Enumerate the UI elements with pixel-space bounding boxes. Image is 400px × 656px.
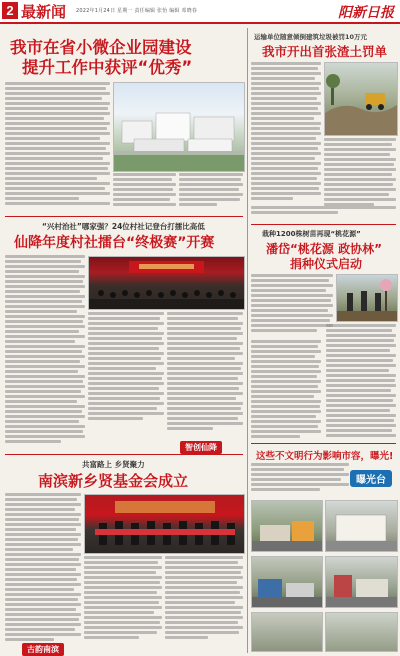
article-2-section-tag: 智创仙降 xyxy=(180,441,222,454)
article-2-kicker: “兴村治社”哪家强？24位村社记登台打擂比高低 xyxy=(42,222,205,231)
right-3-photo-3 xyxy=(251,556,323,608)
section-title: 最新闻 xyxy=(21,3,67,21)
right-3-photo-2 xyxy=(325,500,398,552)
right-3-title: 这些不文明行为影响市容，曝光! xyxy=(256,451,394,462)
date-line: 2022年1月24日 星期一 责任编辑 张怡 编辑 邓晓春 xyxy=(76,8,198,14)
article-1-body-col2 xyxy=(113,173,176,211)
article-1-body-col3 xyxy=(179,173,243,211)
newspaper-brand: 阳新日报 xyxy=(338,5,394,21)
article-2-title: 仙降年度村社擂台“终极赛”开赛 xyxy=(14,235,215,251)
article-1-body-col1 xyxy=(5,82,110,210)
right-2-body-col1 xyxy=(251,340,321,440)
right-2-photo-tree-planting xyxy=(336,274,398,322)
column-divider xyxy=(247,28,248,653)
article-3-section-tag: 古韵南滨 xyxy=(22,643,64,656)
article-3-body-col2 xyxy=(84,556,162,644)
article-2-photo-meeting-hall xyxy=(88,256,245,310)
page-number: 2 xyxy=(2,2,18,19)
left-divider-1 xyxy=(5,216,243,217)
article-1-title-line2: 提升工作中获评“优秀” xyxy=(22,58,193,77)
right-3-photo-1 xyxy=(251,500,323,552)
article-2-body-col1 xyxy=(5,255,85,450)
right-1-body-col1 xyxy=(251,62,321,202)
right-2-body-col2 xyxy=(326,324,396,440)
article-1-title-line1: 我市在省小微企业园建设 xyxy=(10,38,192,57)
article-3-kicker: 共富路上 乡贤聚力 xyxy=(82,460,145,469)
article-3-title: 南滨新乡贤基金会成立 xyxy=(38,472,189,490)
right-2-title-line1: 潘岱“桃花源 政协林” xyxy=(266,242,382,256)
right-2-body-col1-top xyxy=(251,274,333,336)
right-1-photo-waste-site xyxy=(324,62,398,136)
right-divider-2 xyxy=(251,443,396,444)
right-3-photo-4 xyxy=(325,556,398,608)
right-2-kicker: 栽种1200株树苗再现“桃花源” xyxy=(262,230,361,238)
article-3-photo-ceremony xyxy=(84,494,245,554)
right-2-title-line2: 捐种仪式启动 xyxy=(290,257,363,271)
right-1-kicker: 运输单位随意倾倒建筑垃圾被罚10万元 xyxy=(254,33,368,41)
right-3-photo-6 xyxy=(325,612,398,652)
article-2-body-col2 xyxy=(88,312,164,424)
right-1-body-col2 xyxy=(324,138,396,210)
right-divider-1 xyxy=(251,224,396,225)
left-divider-2 xyxy=(5,454,243,455)
article-2-body-col3 xyxy=(167,312,243,438)
right-3-photo-5 xyxy=(251,612,323,652)
right-1-body-tail xyxy=(251,206,396,220)
article-3-body-col3 xyxy=(165,556,243,644)
page-header xyxy=(0,0,400,24)
article-3-body-col1 xyxy=(5,493,81,643)
right-1-title: 我市开出首张渣土罚单 xyxy=(262,44,388,59)
right-3-intro xyxy=(251,463,349,497)
exposure-column-badge: 曝光台 xyxy=(350,470,392,487)
article-1-photo-industrial-park xyxy=(113,82,245,172)
